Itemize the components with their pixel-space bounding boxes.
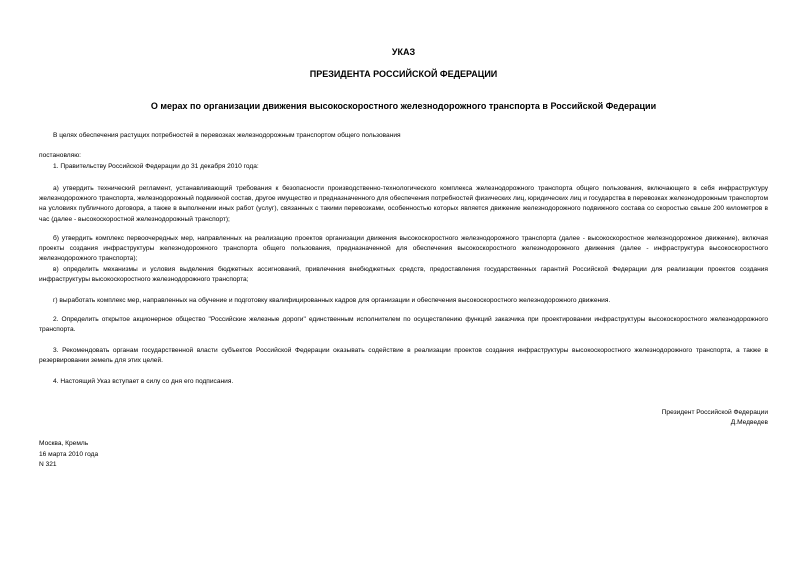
doc-subtitle: О мерах по организации движения высокоскоростного железнодорожного транспорта в Российской Федерации (150, 101, 657, 111)
paragraph-4: 4. Настоящий Указ вступает в силу со дня его подписания. (53, 378, 234, 385)
issue-date: 16 марта 2010 года (39, 451, 99, 458)
intro-paragraph: В целях обеспечения растущих потребностей в перевозках железнодорожным транспортом общего пользования (53, 132, 401, 139)
paragraph-3: 3. Рекомендовать органам государственной власти субъектов Российской Федерации оказывать содействие в реализации проектов создания инфраструктуры высокоскоростного железнодорожного транспорта, а также в резервировании земель для этих целей. (39, 347, 768, 365)
paragraph-1: 1. Правительству Российской Федерации до 31 декабря 2010 года: (53, 163, 259, 170)
paragraph-1v: в) определить механизмы и условия выделения бюджетных ассигнований, привлечения внебюджетных средств, предоставления государственных гарантий Российской Федерации для реализации проектов создания инфраструктуры высокоскоростного железнодорожного транспорта; (39, 266, 768, 284)
doc-title: УКАЗ (391, 47, 416, 57)
signature-title: Президент Российской Федерации (661, 409, 768, 416)
issue-place: Москва, Кремль (39, 440, 89, 447)
signature-name: Д.Медведев (730, 419, 768, 426)
paragraph-1b: б) утвердить комплекс первоочередных мер, направленных на реализацию проектов организации движения высокоскоростного железнодорожного транспорта (далее - высокоскоростное железнодорожное движение), включая проекты создания инфраструктуры железнодорожного транспорта общего пользования, предназначенной для обеспечения высокоскоростного железнодорожного движения (далее - инфраструктура высокоскоростного железнодорожного транспорта); (39, 235, 768, 263)
paragraph-2: 2. Определить открытое акционерное общество "Российские железные дороги" единственным исполнителем по осуществлению функций заказчика при проектировании инфраструктуры высокоскоростного железнодорожного транспорта. (39, 316, 768, 334)
doc-issuer: ПРЕЗИДЕНТА РОССИЙСКОЙ ФЕДЕРАЦИИ (309, 69, 498, 79)
paragraph-1a: а) утвердить технический регламент, устанавливающий требования к безопасности производственно-технологического комплекса железнодорожного транспорта общего пользования, включающего в себя инфраструктуру железнодорожного транспорта, железнодорожный подвижной состав, другое имущество и предназначенного для обеспечения потребностей физических лиц, юридических лиц и государства в перевозках железнодорожным транспортом на условиях публичного договора, а также в выполнении иных работ (услуг), связанных с такими перевозками, особенностью которых является движение железнодорожного подвижного состава со скоростью свыше 200 километров в час (далее - высокоскоростной железнодорожный транспорт); (39, 185, 768, 223)
decree-number: N 321 (39, 461, 57, 468)
paragraph-1g: г) выработать комплекс мер, направленных на обучение и подготовку квалифицированных кадров для организации и обеспечения высокоскоростного железнодорожного движения. (53, 297, 611, 304)
postanovlyau-text: постановляю: (39, 152, 82, 159)
